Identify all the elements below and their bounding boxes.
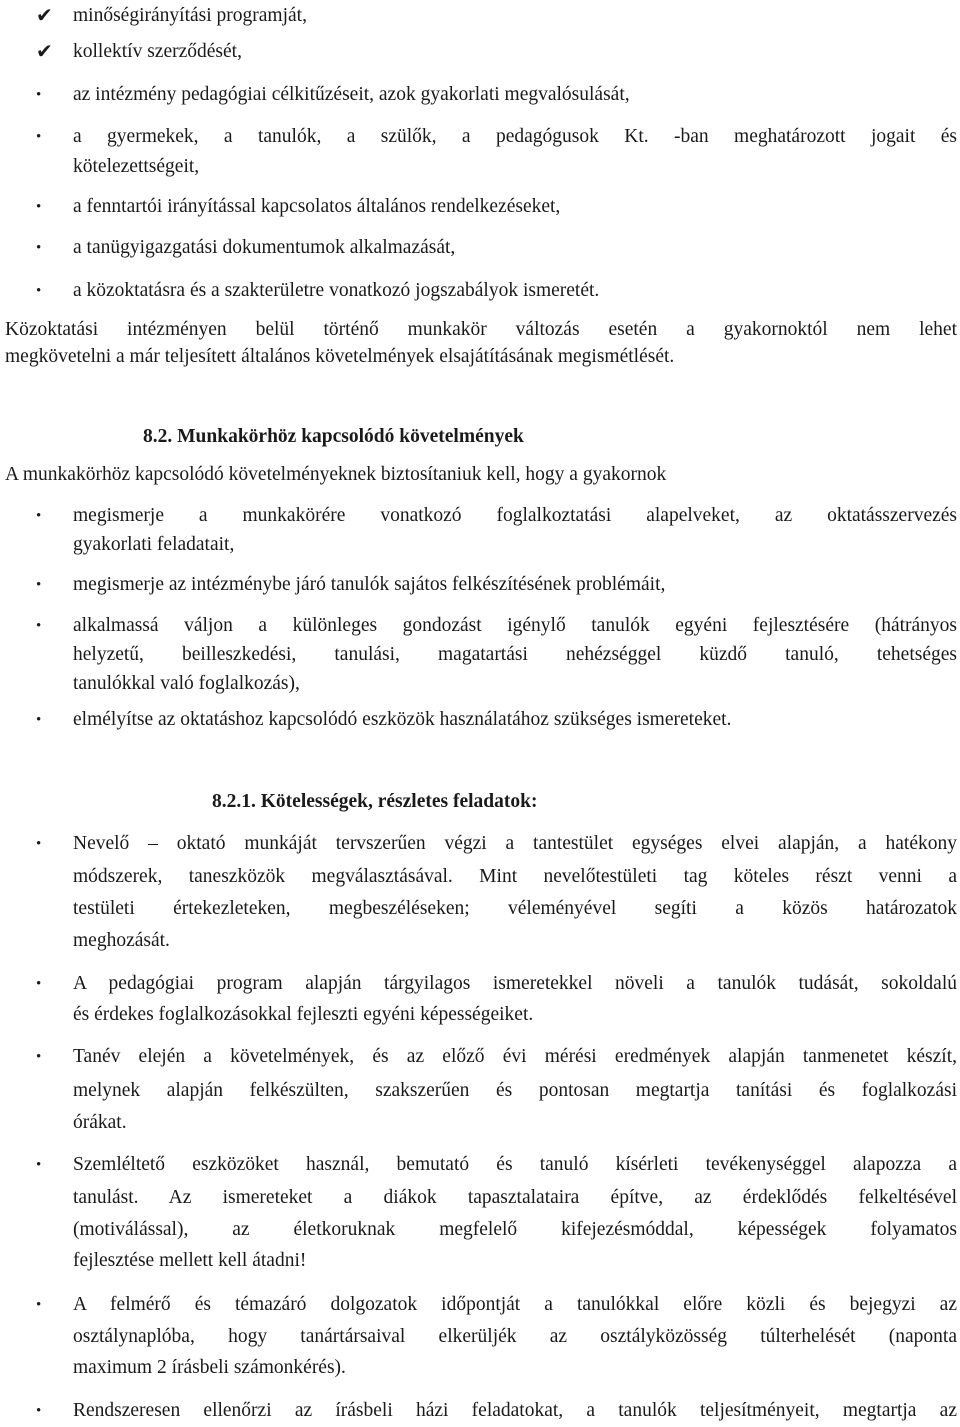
list-item-text: A pedagógiai program alapján tárgyilagos ismeretekkel növeli a tanulók tudását, sokoldalú [73, 973, 957, 994]
bullet-icon: • [36, 283, 42, 299]
paragraph-text: megkövetelni a már teljesített általános követelmények elsajátításának megismétlését. [5, 346, 675, 367]
list-item-text: a fenntartói irányítással kapcsolatos általános rendelkezéseket, [73, 196, 561, 217]
bullet-icon: • [36, 1297, 42, 1313]
bullet-icon: • [36, 508, 42, 524]
list-item-text: alkalmassá váljon a különleges gondozást igénylő tanulók egyéni fejlesztésére (hátrányos [73, 615, 957, 636]
list-item-text: Tanév elején a követelmények, és az előző évi mérési eredmények alapján tanmenetet készít, [73, 1046, 957, 1067]
list-item-text: a gyermekek, a tanulók, a szülők, a pedagógusok Kt. -ban meghatározott jogait és [73, 126, 957, 147]
checkmark-icon: ✔ [36, 41, 53, 63]
list-item-text: az intézmény pedagógiai célkitűzéseit, azok gyakorlati megvalósulását, [73, 84, 630, 105]
bullet-icon: • [36, 618, 42, 634]
list-item-text: módszerek, taneszközök megválasztásával. Mint nevelőtestületi tag köteles részt venni a [73, 866, 957, 887]
bullet-icon: • [36, 1403, 42, 1419]
list-item-text: kötelezettségeit, [73, 156, 200, 177]
list-item-text: helyzetű, beilleszkedési, tanulási, magatartási nehézséggel küzdő tanuló, tehetséges [73, 644, 957, 665]
list-item-text: megismerje a munkakörére vonatkozó foglalkoztatási alapelveket, az oktatásszervezés [73, 505, 957, 526]
list-item-text: maximum 2 írásbeli számonkérés). [73, 1357, 346, 1378]
list-item-text: A felmérő és témazáró dolgozatok időpontját a tanulókkal előre közli és bejegyzi az [73, 1294, 957, 1315]
list-item-text: órákat. [73, 1112, 127, 1133]
list-item-text: fejlesztése mellett kell átadni! [73, 1250, 307, 1271]
bullet-icon: • [36, 976, 42, 992]
list-item-text: elmélyítse az oktatáshoz kapcsolódó eszközök használatához szükséges ismereteket. [73, 709, 732, 730]
paragraph-text: A munkakörhöz kapcsolódó követelményeknek biztosítaniuk kell, hogy a gyakornok [5, 464, 667, 485]
bullet-icon: • [36, 577, 42, 593]
bullet-icon: • [36, 199, 42, 215]
bullet-icon: • [36, 836, 42, 852]
list-item-text: kollektív szerződését, [73, 41, 242, 62]
heading-text: 8.2. Munkakörhöz kapcsolódó követelmények [143, 426, 524, 447]
list-item-text: megismerje az intézménybe járó tanulók sajátos felkészítésének problémáit, [73, 574, 666, 595]
bullet-icon: • [36, 129, 42, 145]
paragraph-text: Közoktatási intézményen belül történő munkakör változás esetén a gyakornoktól nem lehet [5, 319, 957, 340]
bullet-icon: • [36, 712, 42, 728]
heading-text: 8.2.1. Kötelességek, részletes feladatok: [212, 791, 538, 812]
bullet-icon: • [36, 1157, 42, 1173]
list-item-text: melynek alapján felkészülten, szakszerűen és pontosan megtartja tanítási és foglalkozási [73, 1080, 957, 1101]
bullet-icon: • [36, 87, 42, 103]
list-item-text: a közoktatásra és a szakterületre vonatkozó jogszabályok ismeretét. [73, 280, 600, 301]
list-item-text: (motiválással), az életkoruknak megfelelő kifejezésmóddal, képességek folyamatos [73, 1219, 957, 1240]
bullet-icon: • [36, 240, 42, 256]
list-item-text: osztálynaplóba, hogy tanártársaival elkerüljék az osztályközösség túlterhelését (naponta [73, 1326, 957, 1347]
list-item-text: Rendszeresen ellenőrzi az írásbeli házi feladatokat, a tanulók teljesítményeit, megtartja az [73, 1400, 957, 1421]
list-item-text: Szemléltető eszközöket használ, bemutató és tanuló kísérleti tevékenységgel alapozza a [73, 1154, 957, 1175]
list-item-text: meghozását. [73, 930, 170, 951]
list-item-text: gyakorlati feladatait, [73, 534, 235, 555]
list-item-text: tanulást. Az ismereteket a diákok tapasztalataira építve, az érdeklődés felkeltésével [73, 1187, 957, 1208]
list-item-text: és érdekes foglalkozásokkal fejleszti egyéni képességeiket. [73, 1004, 534, 1025]
bullet-icon: • [36, 1049, 42, 1065]
list-item-text: tanulókkal való foglalkozás), [73, 673, 300, 694]
list-item-text: testületi értekezleteken, megbeszéléseken; véleményével segíti a közös határozatok [73, 898, 957, 919]
list-item-text: minőségirányítási programját, [73, 5, 307, 26]
list-item-text: Nevelő – oktató munkáját tervszerűen végzi a tantestület egységes elvei alapján, a hatékony [73, 833, 957, 854]
list-item-text: a tanügyigazgatási dokumentumok alkalmazását, [73, 237, 456, 258]
checkmark-icon: ✔ [36, 5, 53, 27]
